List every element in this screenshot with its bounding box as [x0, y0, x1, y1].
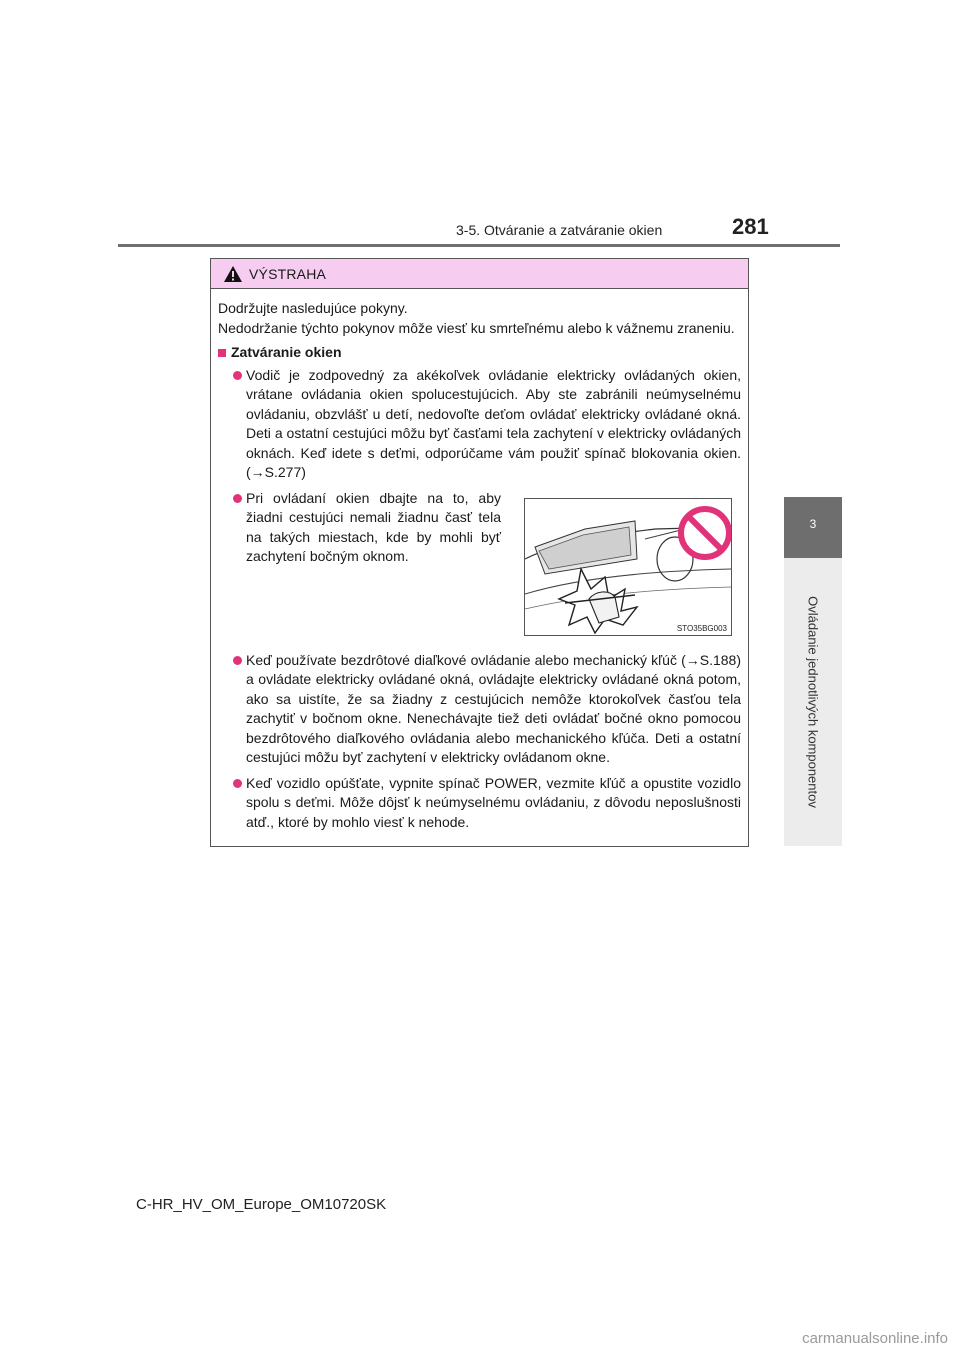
bullet-icon [233, 494, 242, 503]
chapter-title: Ovládanie jednotlivých komponentov [805, 596, 821, 808]
warning-triangle-icon [223, 265, 243, 283]
header-rule [118, 244, 840, 247]
warning-intro-1: Dodržujte nasledujúce pokyny. [218, 300, 408, 316]
section-title: 3-5. Otváranie a zatváranie okien [456, 222, 663, 238]
square-bullet-icon [218, 349, 226, 357]
warning-intro-2: Nedodržanie týchto pokynov môže viesť ku smrteľnému alebo k vážnemu zraneniu. [218, 319, 735, 336]
list-item [233, 774, 741, 833]
watermark: carmanualsonline.info [802, 1330, 948, 1347]
footer-doc-code: C-HR_HV_OM_Europe_OM10720SK [136, 1196, 387, 1213]
section-heading-text: Zatváranie okien [231, 344, 342, 360]
section-heading [218, 343, 741, 363]
illustration-code: STO35BG003 [676, 624, 727, 633]
window-hand-drawing [525, 499, 731, 635]
chapter-number: 3 [809, 517, 817, 531]
warning-title: VÝSTRAHA [249, 265, 327, 282]
page-number: 281 [732, 214, 769, 239]
bullet-icon [233, 779, 242, 788]
warning-header [211, 259, 748, 289]
window-hand-illustration [524, 498, 732, 636]
chapter-tab [784, 497, 842, 558]
list-item-text: Vodič je zodpovedný za akékoľvek ovládanie elektricky ovládaných okien, vrátane ovládania okien spolucestujúcich. Aby ste zabránili neúmyselnému ovládaniu, obzvlášť u detí, nedovoľte deťom ovládať elektricky ovládané okná. Deti a ostatní cestujúci môžu byť časťami tela zachytení v elektricky ovládaných oknách. Keď idete s deťmi, odporúčame vám použiť spínač blokovania okien. (→S.277) [246, 366, 741, 480]
list-item-text: Keď používate bezdrôtové diaľkové ovládanie alebo mechanický kľúč (→S.188) a ovládate elektricky ovládané okná, ovládajte elektricky ovládané okná potom, ako sa uistíte, že sa žiadny z cestujúcich nemôže ktorokoľvek časťou tela zachytiť v bočnom okne. Nenechávajte tiež deti ovládať bočné okno pomocou bezdrôtového diaľkového ovládania alebo mechanického kľúča. Deti a ostatní cestujúci môžu byť zachytení v elektricky ovládanom okne. [246, 651, 741, 765]
list-item [233, 651, 741, 768]
list-item-text: Pri ovládaní okien dbajte na to, aby žiadni cestujúci nemali žiadnu časť tela na takých miestach, kde by mohli byť zachytení bočným oknom. [246, 489, 501, 564]
bullet-icon [233, 371, 242, 380]
list-item-text: Keď vozidlo opúšťate, vypnite spínač POWER, vezmite kľúč a opustite vozidlo spolu s deťmi. Môže dôjsť k neúmyselnému ovládaniu, z dôvodu neposlušnosti atď., ktoré by mohlo viesť k nehode. [246, 774, 741, 830]
list-item [233, 366, 741, 483]
bullet-icon [233, 656, 242, 665]
